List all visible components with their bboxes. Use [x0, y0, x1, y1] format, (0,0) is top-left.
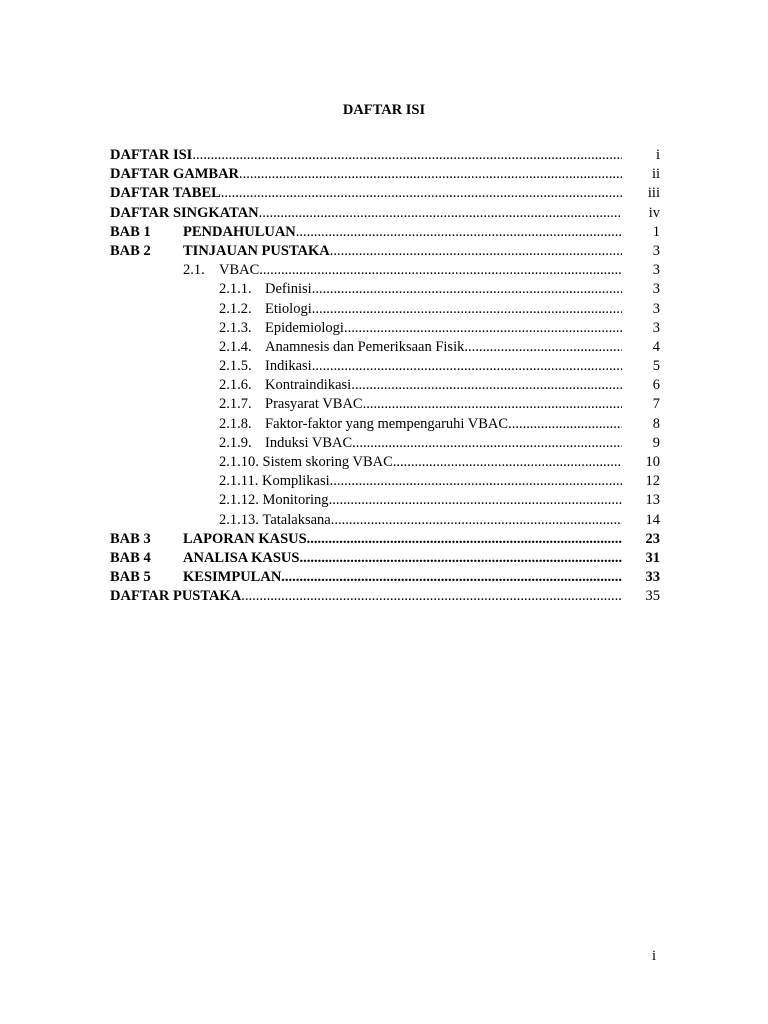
toc-entry[interactable] [183, 223, 622, 242]
toc-entry-title: LAPORAN KASUS [183, 530, 307, 547]
toc-entry-title: Komplikasi [261, 473, 330, 490]
toc-row [110, 300, 660, 319]
toc-page-number: 14 [645, 511, 660, 528]
toc-leader-dots [344, 319, 622, 338]
toc-row [110, 415, 660, 434]
toc-row [110, 165, 660, 184]
toc-entry-title: DAFTAR PUSTAKA [110, 588, 242, 605]
toc-row [110, 146, 660, 165]
toc-entry[interactable] [183, 242, 622, 261]
toc-entry[interactable] [219, 453, 622, 472]
toc-leader-dots [312, 300, 622, 319]
toc-prefix: 2.1.13. [219, 511, 259, 528]
toc-prefix: 2.1.6. [219, 377, 252, 394]
toc-entry[interactable] [265, 280, 622, 299]
toc-prefix: BAB 2 [110, 242, 151, 259]
toc-row [110, 491, 660, 510]
toc-entry-title: DAFTAR ISI [110, 147, 193, 163]
toc-entry-title: Anamnesis dan Pemeriksaan Fisik [265, 338, 465, 355]
toc-leader-dots [351, 376, 622, 395]
toc-entry[interactable] [183, 568, 622, 587]
toc-page-number: 4 [652, 338, 660, 355]
toc-page-number: 8 [652, 415, 660, 432]
toc-entry[interactable] [265, 300, 622, 319]
toc-leader-dots [330, 472, 622, 491]
toc-page-number: i [655, 147, 660, 163]
toc-entry[interactable] [219, 261, 622, 280]
toc-entry-title: Sistem skoring VBAC [262, 454, 393, 470]
toc-row [110, 319, 660, 338]
toc-prefix: 2.1.3. [219, 319, 252, 336]
toc-leader-dots [329, 491, 622, 510]
toc-entry-title: Induksi VBAC [265, 434, 353, 451]
toc-prefix: 2.1.2. [219, 300, 252, 317]
toc-page-number: 3 [652, 319, 660, 336]
toc-page-number: 13 [645, 492, 660, 509]
toc-entry-title: KESIMPULAN [183, 569, 282, 586]
toc-prefix: 2.1.10. [219, 454, 259, 470]
toc-row [110, 261, 660, 280]
toc-entry-title: Indikasi [265, 358, 312, 375]
toc-page-number: 12 [645, 473, 660, 490]
toc-row [110, 453, 660, 472]
toc-row [110, 511, 660, 530]
toc-page-number: 5 [652, 358, 660, 375]
toc-prefix: 2.1.8. [219, 415, 252, 432]
toc-row [110, 280, 660, 299]
toc-prefix: 2.1.12. [219, 492, 259, 509]
toc-row [110, 184, 660, 203]
toc-page-number: 3 [652, 300, 660, 317]
toc-row [110, 223, 660, 242]
toc-page-number: 6 [652, 377, 660, 394]
toc-page-number: 3 [652, 281, 660, 298]
toc-leader-dots [312, 280, 622, 299]
toc-leader-dots [464, 338, 622, 357]
toc-leader-dots [299, 549, 622, 568]
toc-entry-title: Faktor-faktor yang mempengaruhi VBAC [265, 415, 509, 432]
toc-leader-dots [281, 568, 622, 587]
toc-page-number: 9 [652, 434, 660, 451]
toc-entry[interactable] [110, 204, 622, 223]
toc-row [110, 242, 660, 261]
toc-prefix: 2.1.7. [219, 396, 252, 413]
toc-entry-title: ANALISA KASUS [183, 549, 300, 566]
toc-entry[interactable] [265, 434, 622, 453]
toc-leader-dots [312, 357, 622, 376]
toc-page-number: 7 [652, 396, 660, 413]
toc-entry[interactable] [265, 338, 622, 357]
toc-row [110, 587, 660, 606]
toc-page-number: 10 [645, 454, 660, 470]
toc-entry[interactable] [110, 587, 622, 606]
toc-entry[interactable] [265, 415, 622, 434]
toc-prefix: 2.1.1. [219, 281, 252, 298]
toc-entry-title: TINJAUAN PUSTAKA [183, 242, 330, 259]
toc-entry-title: DAFTAR TABEL [110, 185, 221, 202]
toc-entry[interactable] [183, 549, 622, 568]
toc-row [110, 376, 660, 395]
toc-page-number: iv [648, 204, 660, 221]
toc-leader-dots [296, 223, 622, 242]
toc-prefix: 2.1.11. [219, 473, 259, 490]
toc-prefix: 2.1. [183, 262, 205, 279]
toc-leader-dots [352, 434, 622, 453]
toc-prefix: 2.1.5. [219, 358, 252, 375]
toc-entry[interactable] [110, 146, 622, 165]
toc-page-number: iii [647, 185, 660, 202]
toc-row [110, 204, 660, 223]
page-title: DAFTAR ISI [342, 102, 426, 118]
toc-entry-title: DAFTAR SINGKATAN [110, 204, 259, 221]
toc-entry-title: Definisi [265, 281, 312, 298]
toc-entry[interactable] [265, 395, 622, 414]
page-number: i [652, 948, 657, 964]
toc-leader-dots [363, 395, 622, 414]
toc-entry[interactable] [110, 184, 622, 203]
toc-page-number: 35 [645, 588, 660, 605]
toc-page-number: 3 [652, 242, 660, 259]
toc-row [110, 530, 660, 549]
toc-entry-title: PENDAHULUAN [183, 223, 296, 240]
toc-row [110, 472, 660, 491]
toc-entry-title: DAFTAR GAMBAR [110, 166, 240, 183]
toc-prefix: BAB 5 [110, 569, 151, 586]
toc-row [110, 338, 660, 357]
toc-row [110, 395, 660, 414]
toc-page-number: 23 [645, 530, 660, 547]
toc-leader-dots [330, 242, 622, 261]
toc-leader-dots [508, 415, 622, 434]
toc-leader-dots [259, 261, 622, 280]
toc-page-number: ii [651, 166, 660, 183]
toc-entry[interactable] [110, 165, 622, 184]
toc-entry-title: VBAC [219, 262, 260, 279]
toc-row [110, 549, 660, 568]
toc-entry[interactable] [219, 491, 622, 510]
toc-page-number: 1 [652, 223, 660, 240]
toc-entry[interactable] [265, 319, 622, 338]
toc-entry-title: Kontraindikasi [265, 377, 352, 394]
toc-entry-title: Epidemiologi [265, 319, 344, 336]
toc-page-number: 3 [652, 262, 660, 279]
toc-prefix: BAB 4 [110, 549, 151, 566]
toc-entry[interactable] [219, 511, 622, 530]
toc-entry[interactable] [265, 357, 622, 376]
toc-leader-dots [239, 165, 622, 184]
toc-entry-title: Etiologi [265, 300, 312, 317]
toc-row [110, 568, 660, 587]
toc-entry[interactable] [183, 530, 622, 549]
table-of-contents [110, 146, 660, 607]
toc-entry-title: Tatalaksana [262, 511, 331, 528]
toc-leader-dots [259, 204, 622, 223]
toc-entry[interactable] [265, 376, 622, 395]
toc-entry[interactable] [219, 472, 622, 491]
toc-prefix: 2.1.4. [219, 338, 252, 355]
toc-entry-title: Prasyarat VBAC [265, 396, 363, 413]
toc-prefix: 2.1.9. [219, 434, 252, 451]
toc-leader-dots [192, 146, 622, 165]
toc-row [110, 434, 660, 453]
toc-leader-dots [221, 184, 622, 203]
toc-leader-dots [331, 511, 622, 530]
toc-leader-dots [241, 587, 622, 606]
toc-row [110, 357, 660, 376]
toc-page-number: 31 [645, 549, 660, 566]
toc-leader-dots [393, 453, 622, 472]
toc-leader-dots [307, 530, 622, 549]
toc-prefix: BAB 1 [110, 223, 151, 240]
toc-entry-title: Monitoring [262, 492, 329, 509]
toc-page-number: 33 [645, 569, 660, 586]
toc-prefix: BAB 3 [110, 530, 151, 547]
